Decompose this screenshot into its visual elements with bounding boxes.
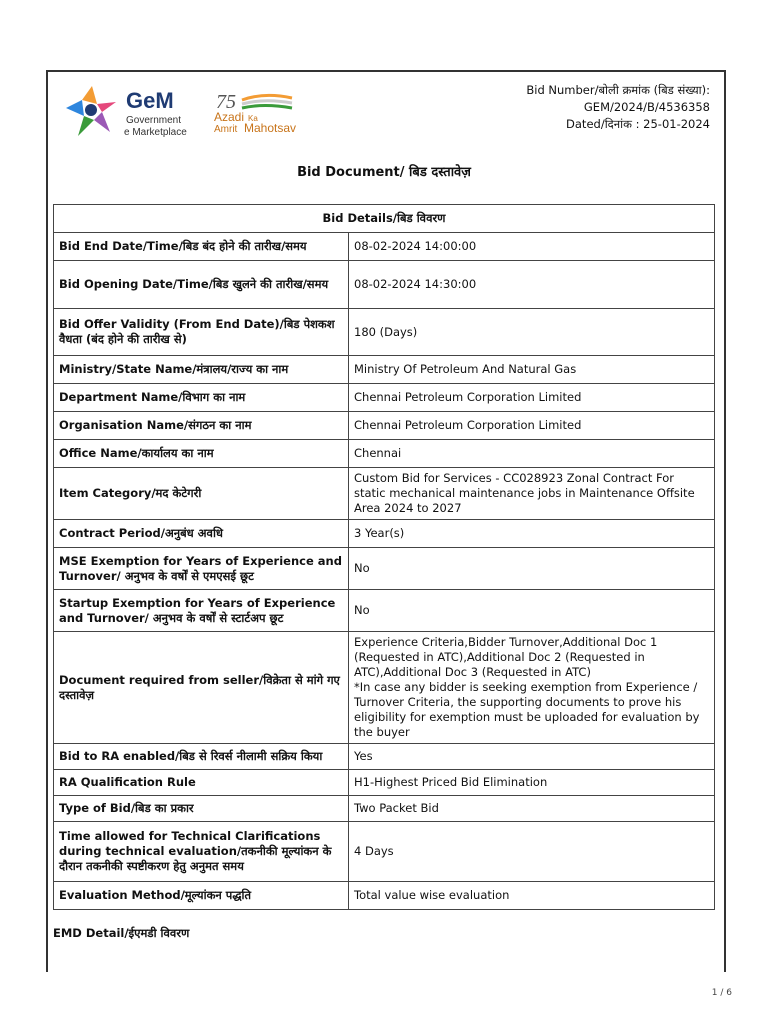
row-value: Chennai	[349, 440, 715, 468]
table-row	[54, 309, 715, 356]
row-label: Document required from seller/विक्रेता से मांगे गए दस्तावेज़	[54, 632, 349, 744]
row-value: Total value wise evaluation	[349, 882, 715, 910]
gem-sub1: Government	[126, 115, 182, 126]
document-title: Bid Document/ बिड दस्तावेज़	[297, 165, 471, 180]
table-row	[54, 356, 715, 384]
table-row	[54, 882, 715, 910]
amrit-word: Amrit	[214, 124, 238, 135]
row-label: Organisation Name/संगठन का नाम	[54, 412, 349, 440]
azadi-number: 75	[216, 91, 236, 113]
azadi-logo	[212, 90, 320, 136]
row-label: Department Name/विभाग का नाम	[54, 384, 349, 412]
azadi-word: Azadi	[214, 110, 245, 124]
row-label: Office Name/कार्यालय का नाम	[54, 440, 349, 468]
row-label: Bid Offer Validity (From End Date)/बिड पेशकश वैधता (बंद होने की तारीख से)	[54, 309, 349, 356]
dated-value: 25-01-2024	[643, 117, 710, 131]
row-label: Time allowed for Technical Clarifications during technical evaluation/तकनीकी मूल्यांकन के दौरान तकनीकी स्पष्टीकरण हेतु अनुमत समय	[54, 822, 349, 882]
table-row	[54, 796, 715, 822]
row-label: Contract Period/अनुबंध अवधि	[54, 520, 349, 548]
row-value: 08-02-2024 14:00:00	[349, 233, 715, 261]
table-header-row	[54, 205, 715, 233]
table-row	[54, 548, 715, 590]
row-label: Ministry/State Name/मंत्रालय/राज्य का नाम	[54, 356, 349, 384]
row-value: No	[349, 590, 715, 632]
dated-label: Dated/दिनांक :	[566, 117, 640, 131]
gem-star-icon	[66, 86, 116, 136]
bid-number: GEM/2024/B/4536358	[583, 100, 710, 114]
row-value: 4 Days	[349, 822, 715, 882]
mahotsav-word: Mahotsav	[244, 121, 297, 135]
row-value: Experience Criteria,Bidder Turnover,Additional Doc 1 (Requested in ATC),Additional Doc 2 (Requested in ATC),Additional Doc 3 (Requested in ATC) *In case any bidder is seeking exemption from Experience / Turnover Criteria, the supporting documents to prove his eligibility for exemption must be uploaded for evaluation by the buyer	[349, 632, 715, 744]
table-row	[54, 520, 715, 548]
table-row	[54, 261, 715, 309]
dated-line	[526, 116, 710, 133]
table-row	[54, 440, 715, 468]
azadi-ka: Ka	[248, 114, 258, 123]
table-row	[54, 822, 715, 882]
row-label: Item Category/मद केटेगरी	[54, 468, 349, 520]
row-label: Evaluation Method/मूल्यांकन पद्धति	[54, 882, 349, 910]
row-label: MSE Exemption for Years of Experience and Turnover/ अनुभव के वर्षों से एमएसई छूट	[54, 548, 349, 590]
row-value: Yes	[349, 744, 715, 770]
row-value: 180 (Days)	[349, 309, 715, 356]
gem-logo	[64, 82, 204, 142]
row-value: H1-Highest Priced Bid Elimination	[349, 770, 715, 796]
bid-details-table	[53, 204, 715, 910]
row-label: Bid End Date/Time/बिड बंद होने की तारीख/समय	[54, 233, 349, 261]
bid-number-label: Bid Number/बोली क्रमांक (बिड संख्या):	[526, 83, 710, 97]
row-value: No	[349, 548, 715, 590]
row-label: Type of Bid/बिड का प्रकार	[54, 796, 349, 822]
row-value: Ministry Of Petroleum And Natural Gas	[349, 356, 715, 384]
table-row	[54, 632, 715, 744]
table-row	[54, 468, 715, 520]
row-value: 3 Year(s)	[349, 520, 715, 548]
table-row	[54, 384, 715, 412]
row-value: Chennai Petroleum Corporation Limited	[349, 384, 715, 412]
row-label: Bid Opening Date/Time/बिड खुलने की तारीख/समय	[54, 261, 349, 309]
row-value: Custom Bid for Services - CC028923 Zonal Contract For static mechanical maintenance jobs in Maintenance Offsite Area 2024 to 2027	[349, 468, 715, 520]
row-label: Startup Exemption for Years of Experience and Turnover/ अनुभव के वर्षों से स्टार्टअप छूट	[54, 590, 349, 632]
row-value: Two Packet Bid	[349, 796, 715, 822]
row-value: 08-02-2024 14:30:00	[349, 261, 715, 309]
table-row	[54, 590, 715, 632]
page-number: 1 / 6	[711, 988, 732, 998]
table-row	[54, 233, 715, 261]
row-label: Bid to RA enabled/बिड से रिवर्स नीलामी सक्रिय किया	[54, 744, 349, 770]
emd-detail-heading: EMD Detail/ईएमडी विवरण	[53, 926, 190, 940]
table-row	[54, 770, 715, 796]
row-value: Chennai Petroleum Corporation Limited	[349, 412, 715, 440]
table-row	[54, 744, 715, 770]
bid-details-header: Bid Details/बिड विवरण	[54, 205, 715, 233]
row-label: RA Qualification Rule	[54, 770, 349, 796]
gem-name: GeM	[126, 88, 174, 113]
bid-info	[526, 82, 710, 133]
table-row	[54, 412, 715, 440]
gem-sub2: e Marketplace	[124, 127, 187, 138]
